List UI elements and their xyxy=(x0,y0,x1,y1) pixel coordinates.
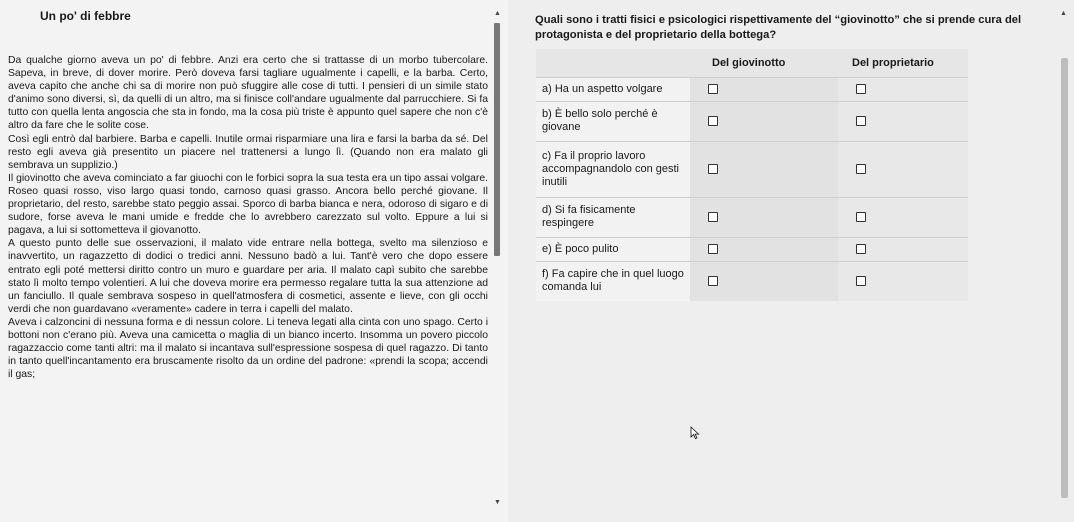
checkbox-proprietario[interactable] xyxy=(856,244,866,254)
checkbox-proprietario[interactable] xyxy=(856,164,866,174)
passage-scroll-thumb[interactable] xyxy=(494,23,500,256)
table-row xyxy=(536,141,968,197)
passage-scrollbar[interactable] xyxy=(493,10,503,510)
passage-pane xyxy=(0,0,508,522)
checkbox-proprietario[interactable] xyxy=(856,212,866,222)
row-label: e) È poco pulito xyxy=(536,237,690,261)
passage-paragraph: Così egli entrò dal barbiere. Barba e capelli. Inutile ormai risparmiare una lira e farsi la barba da sé. Del resto egli aveva già presentito un piacere nel trattenersi a lungo lì. (Quando non era malato gli sembrava un supplizio.) xyxy=(8,133,488,171)
checkbox-giovinotto[interactable] xyxy=(708,244,718,254)
caret-up-icon[interactable]: ▲ xyxy=(494,10,501,17)
grid-header-row xyxy=(536,49,968,77)
caret-up-icon[interactable]: ▲ xyxy=(1060,10,1067,17)
checkbox-giovinotto[interactable] xyxy=(708,276,718,286)
mouse-pointer-icon xyxy=(690,426,700,440)
passage-title: Un po' di febbre xyxy=(40,9,131,23)
checkbox-proprietario[interactable] xyxy=(856,116,866,126)
table-row xyxy=(536,101,968,141)
row-label: a) Ha un aspetto volgare xyxy=(536,77,690,101)
passage-paragraph: A questo punto delle sue osservazioni, il malato vide entrare nella bottega, svelto ma silenzioso e inavvertito, un ragazzetto di dodici o tredici anni. Nessuno badò a lui. Tant'è vero che dopo essere entrato egli poté mettersi diritto contro un muro e guardare per aria. Il malato capì subito che sarebbe stato lì molto tempo volentieri. A lui che doveva morire era permesso regalare tutta la sua attenzione ad un fanciullo. Il quale sembrava sospeso in quell'atmosfera di cosmetici, assente e lieve, con gli occhi verdi che non guardavano «veramente» cadere in terra i capelli del malato. xyxy=(8,238,488,315)
checkbox-giovinotto[interactable] xyxy=(708,84,718,94)
question-scrollbar[interactable] xyxy=(1058,10,1070,520)
checkbox-giovinotto[interactable] xyxy=(708,212,718,222)
caret-down-icon[interactable]: ▼ xyxy=(494,499,501,506)
answer-grid xyxy=(536,49,968,301)
checkbox-giovinotto[interactable] xyxy=(708,116,718,126)
table-row xyxy=(536,261,968,301)
table-row xyxy=(536,237,968,261)
table-row xyxy=(536,197,968,237)
row-label: d) Si fa fisicamente respingere xyxy=(536,197,690,237)
column-header-proprietario: Del proprietario xyxy=(838,49,968,77)
grid-corner xyxy=(536,49,690,77)
question-pane xyxy=(508,0,1074,522)
table-row xyxy=(536,77,968,101)
passage-paragraph: Aveva i calzoncini di nessuna forma e di nessun colore. Li teneva legati alla cinta con uno spago. Certo i bottoni non c'erano più. Aveva una camicetta o maglia di un bianco incerto. Insomma un povero piccolo ragazzaccio come tanti altri: ma il malato si incantava sull'espressione sospesa di quel ragazzo. Di tanto in tanto quell'incantamento era bruscamente risolto da un ordine del padrone: «prendi la scopa; accendi il gas; xyxy=(8,316,488,381)
passage-text xyxy=(8,54,488,381)
checkbox-proprietario[interactable] xyxy=(856,84,866,94)
question-scroll-thumb[interactable] xyxy=(1061,58,1068,498)
checkbox-proprietario[interactable] xyxy=(856,276,866,286)
passage-paragraph: Il giovinotto che aveva cominciato a far giuochi con le forbici sopra la sua testa era un tipo assai volgare. Roseo quasi rosso, viso largo quasi tondo, carnoso quasi grasso. Ancora bello perché giovane. Il proprietario, del resto, sarebbe stato peggio assai. Sporco di barba bianca e nera, odoroso di sigaro e di sudore, forse aveva le mani umide e fredde che lo avrebbero carezzato sul volto. Eppure a lui si pagava, a lui si sottometteva il giovanotto. xyxy=(8,172,488,237)
column-header-giovinotto: Del giovinotto xyxy=(690,49,838,77)
row-label: b) È bello solo perché è giovane xyxy=(536,101,690,141)
checkbox-giovinotto[interactable] xyxy=(708,164,718,174)
row-label: c) Fa il proprio lavoro accompagnandolo con gesti inutili xyxy=(536,141,690,197)
row-label: f) Fa capire che in quel luogo comanda lui xyxy=(536,261,690,301)
passage-paragraph: Da qualche giorno aveva un po' di febbre. Anzi era certo che si trattasse di un morbo tubercolare. Sapeva, in breve, di dover morire. Però doveva farsi tagliare ugualmente i capelli, e la barba. Certo, aveva capito che anche chi sa di morire non può sfuggire alle cose di tutti. I pensieri di un simile stato d'animo sono diversi, sì, da quelli di un altro, ma si finisce coll'andare ugualmente dal parrucchiere. Si fa tutto con quella lenta angoscia che sta in fondo, ma la cosa più triste è appunto quel sapere che non c'è altro da fare che le solite cose. xyxy=(8,55,488,132)
question-text: Quali sono i tratti fisici e psicologici rispettivamente del “giovinotto” che si prende cura del protagonista e del proprietario della bottega? xyxy=(535,14,1022,41)
